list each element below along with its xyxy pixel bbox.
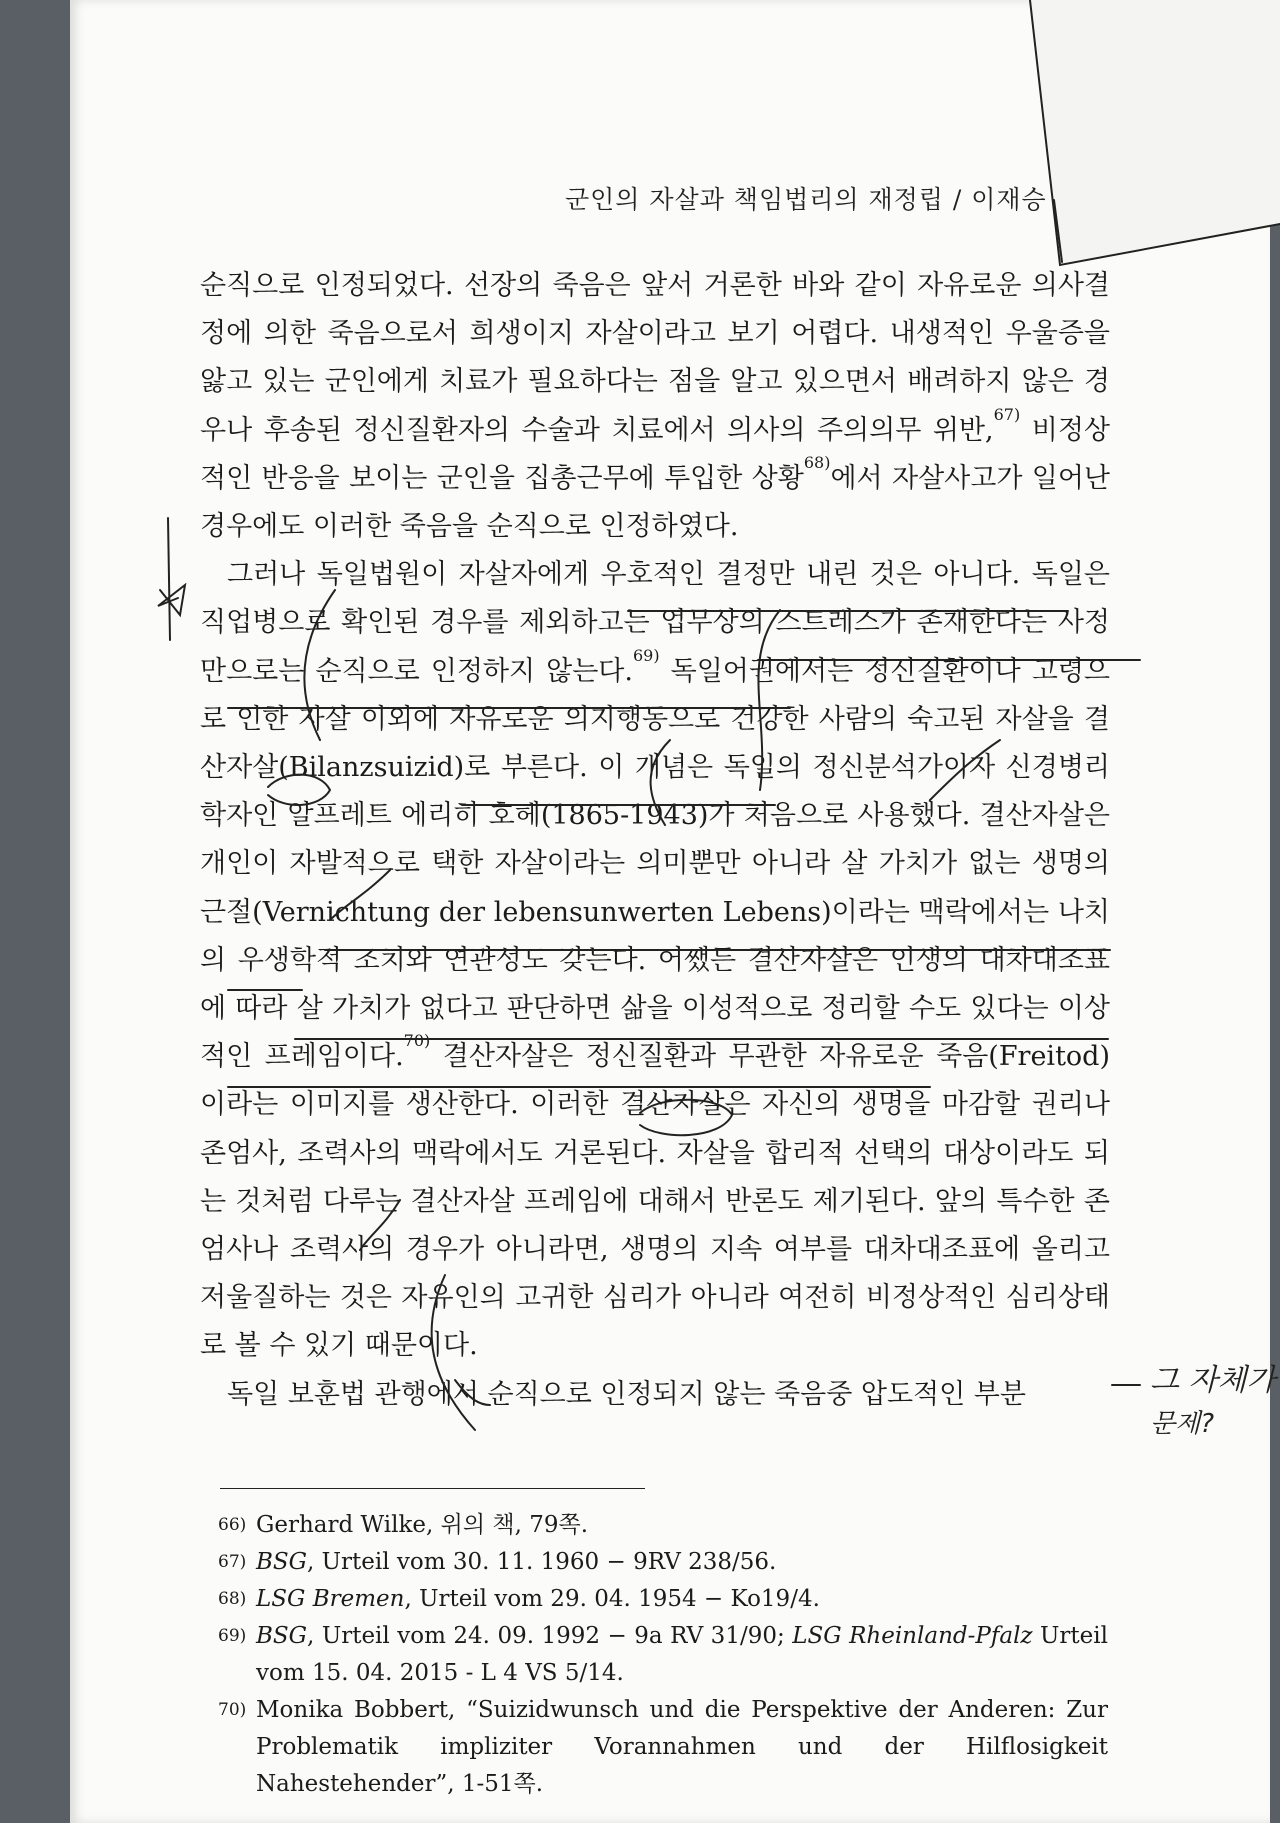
handwritten-note-line-1: 그 자체가	[1150, 1363, 1276, 1398]
footnote-number: 66)	[218, 1515, 247, 1535]
footnote-text	[256, 1692, 1108, 1803]
paragraph-1-text-a: 순직으로 인정되었다. 선장의 죽음은 앞서 거론한 바와 같이 자유로운 의사결정에 의한 죽음으로서 희생이지 자살이라고 보기 어렵다. 내생적인 우울증을 앓고 있는 군인에게 치료가 필요하다는 점을 알고 있으면서 배려하지 않은 경우나 후송된 정신질환자의 수술과 치료에서 의사의 주의의무 위반,	[200, 270, 1110, 446]
footnote-italic-part: LSG Rheinland-Pfalz	[792, 1623, 1033, 1649]
footnote-part: , Urteil vom 29. 04. 1954 − Ko19/4.	[404, 1586, 820, 1612]
paragraph-2-text-b: 독일어권에서는 정신질환이나 고령으로 인한 자살 이외에 자유로운 의지행동으로 건강한 사람의 숙고된 자살을 결산자살(Bilanzsuizid)로 부른다. 이 개념은 독일의 정신분석가이자 신경병리학자인 알프레트 에리히 호헤(1865-1943)가 처음으로 사용했다. 결산자살은 개인이 자발적으로 택한 자살이라는 의미뿐만 아니라 살 가치가 없는 생명의 근절(Vernichtung der lebensunwerten Lebens)이라는 맥락에서는 나치의 우생학적 조치와 연관성도 갖는다. 어쨌든 결산자살은 인생의 대차대조표에 따라 살 가치가 없다고 판단하면 삶을 이성적으로 정리할 수도 있다는 이상적인 프레임이다.	[200, 655, 1111, 1073]
footnote-part: , Urteil vom 24. 09. 1992 − 9a RV 31/90;	[307, 1623, 793, 1649]
footnote-ref-69[interactable]: 69)	[632, 645, 660, 665]
paragraph-1-text-b: 비정상적인 반응을 보이는 군인을 집총근무에 투입한 상황	[200, 414, 1110, 494]
paragraph-3: 독일 보훈법 관행에서 순직으로 인정되지 않는 죽음중 압도적인 부분	[227, 1378, 1026, 1410]
footnote	[218, 1581, 1108, 1618]
footnote-italic-part: BSG	[256, 1623, 308, 1649]
footnote	[218, 1544, 1108, 1581]
handwritten-note-line-2: 문제?	[1150, 1409, 1215, 1439]
footnote-part: , Urteil vom 30. 11. 1960 − 9RV 238/56.	[307, 1549, 777, 1575]
footnote-text	[256, 1544, 1108, 1581]
running-head: 군인의 자살과 책임법리의 재정립 / 이재승	[565, 185, 1047, 214]
footnote-number: 70)	[218, 1700, 247, 1720]
footnote-number: 68)	[218, 1589, 247, 1609]
body-text	[200, 262, 1110, 1419]
footnote-part: Urteil vom 15. 04. 2015 - L 4 VS 5/14.	[256, 1623, 1108, 1686]
footnote-text	[256, 1581, 1108, 1618]
paragraph-1	[200, 262, 1110, 551]
footnote-part: Gerhard Wilke, 위의 책, 79쪽.	[256, 1512, 589, 1538]
footnotes	[218, 1507, 1108, 1803]
footnote-text	[256, 1507, 1108, 1544]
footnote-italic-part: LSG Bremen	[256, 1586, 405, 1612]
footnote-ref-68[interactable]: 68)	[803, 452, 831, 472]
footnote-number: 67)	[218, 1552, 247, 1572]
footnote	[218, 1507, 1108, 1544]
paragraph-2	[200, 551, 1110, 1370]
footnote-ref-67[interactable]: 67)	[993, 404, 1021, 424]
paragraph-2-text-a: 그러나 독일법원이 자살자에게 우호적인 결정만 내린 것은 아니다. 독일은 직업병으로 확인된 경우를 제외하고는 업무상의 스트레스가 존재한다는 사정만으로는 순직으로 인정하지 않는다.	[200, 559, 1110, 687]
footnote-number: 69)	[218, 1626, 247, 1646]
footnote-text	[256, 1618, 1108, 1692]
footnote	[218, 1618, 1108, 1692]
footnote-separator	[220, 1488, 645, 1489]
folded-corner	[1030, 0, 1280, 265]
footnote-part: Monika Bobbert, “Suizidwunsch und die Perspektive der Anderen: Zur Problematik impliziter Vorannahmen und der Hilflosigkeit Nahestehender”, 1-51쪽.	[256, 1697, 1108, 1797]
paragraph-2-text-c: 결산자살은 정신질환과 무관한 자유로운 죽음(Freitod)이라는 이미지를 생산한다. 이러한 결산자살은 자신의 생명을 마감할 권리나 존엄사, 조력사의 맥락에서도 거론된다. 자살을 합리적 선택의 대상이라도 되는 것처럼 다루는 결산자살 프레임에 대해서 반론도 제기된다. 앞의 특수한 존엄사나 조력사의 경우가 아니라면, 생명의 지속 여부를 대차대조표에 올리고 저울질하는 것은 자유인의 고귀한 심리가 아니라 여전히 비정상적인 심리상태로 볼 수 있기 때문이다.	[200, 1041, 1110, 1362]
paragraph-1-text-c: 에서 자살사고가 일어난 경우에도 이러한 죽음을 순직으로 인정하였다.	[200, 462, 1110, 543]
footnote-ref-70[interactable]: 70)	[403, 1031, 431, 1051]
footnote-italic-part: BSG	[256, 1549, 308, 1575]
footnote	[218, 1692, 1108, 1803]
